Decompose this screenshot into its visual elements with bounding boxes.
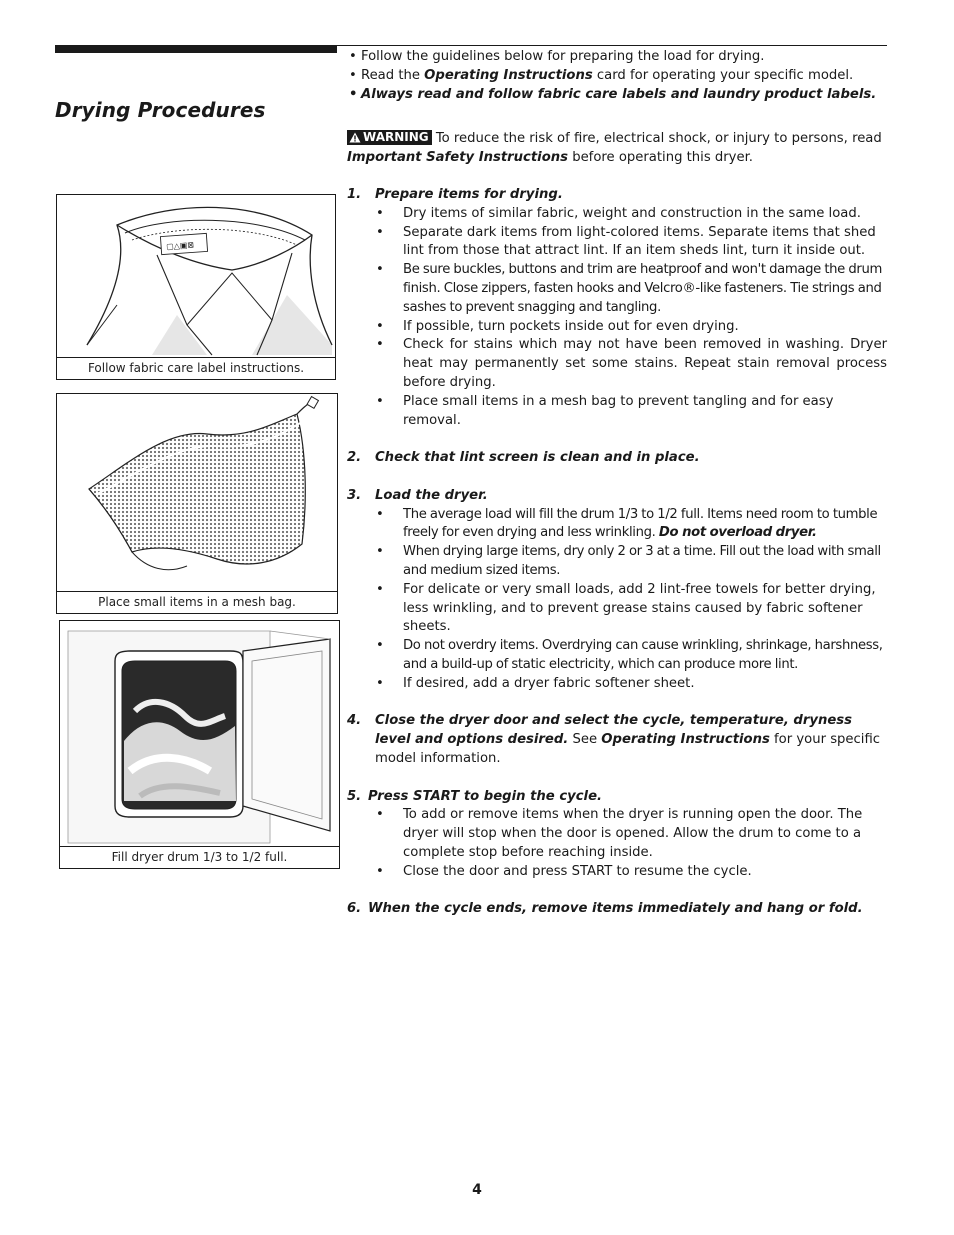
list-item: • When drying large items, dry only 2 or 3 at a time. Fill out the load with small and medium sized items. — [347, 543, 887, 581]
list-item: • Place small items in a mesh bag to prevent tangling and for easy removal. — [347, 393, 887, 431]
dryer-drum-illustration — [60, 621, 339, 846]
steps-section — [347, 186, 887, 919]
intro-section — [347, 48, 887, 104]
step-2-heading: 2. Check that lint screen is clean and in place. — [347, 450, 700, 466]
step-5-heading: 5. Press START to begin the cycle. — [347, 788, 603, 804]
step-3-heading: 3. Load the dryer. — [347, 487, 488, 503]
warning-triangle-icon — [349, 132, 361, 143]
header-bar — [55, 45, 337, 53]
step-6-heading: 6. When the cycle ends, remove items immediately and hang or fold. — [347, 901, 863, 917]
list-item: • To add or remove items when the dryer is running open the door. The dryer will stop when the door is opened. Allow the drum to come to a complete stop before reaching inside. — [347, 806, 887, 862]
list-item: • Separate dark items from light-colored items. Separate items that shed lint from those that attract lint. If an item sheds lint, turn it inside out. — [347, 224, 887, 262]
figure-dryer-drum — [59, 620, 340, 869]
page-number: 4 — [472, 1182, 482, 1198]
step-1-list — [347, 205, 887, 431]
list-item: • If possible, turn pockets inside out for even drying. — [347, 318, 887, 337]
step-5-list — [347, 806, 887, 881]
list-item: • Do not overdry items. Overdrying can cause wrinkling, shrinkage, harshness, and a build-up of static electricity, which can produce more lint. — [347, 637, 887, 675]
list-item: • Close the door and press START to resume the cycle. — [347, 863, 887, 882]
step-4-heading: 4. Close the dryer door and select the cycle, temperature, dryness level and options desired. See Operating Instructions for your specific model information. — [347, 713, 881, 766]
figure-mesh-bag — [56, 393, 338, 614]
intro-bullet: • Read the Operating Instructions card for operating your specific model. — [347, 67, 887, 86]
figure-caption: Place small items in a mesh bag. — [57, 591, 337, 613]
figure-caption: Fill dryer drum 1/3 to 1/2 full. — [60, 846, 339, 868]
list-item: • For delicate or very small loads, add 2 lint-free towels for better drying, less wrinkling, and to prevent grease stains caused by fabric softener sheets. — [347, 581, 887, 637]
intro-bullet-emphasis: • Always read and follow fabric care labels and laundry product labels. — [347, 86, 887, 105]
step-3-list — [347, 506, 887, 694]
step-1-heading: 1. Prepare items for drying. — [347, 187, 563, 202]
warning-badge: WARNING — [347, 130, 432, 145]
intro-bullet: • Follow the guidelines below for preparing the load for drying. — [347, 48, 887, 67]
list-item: • Dry items of similar fabric, weight and construction in the same load. — [347, 205, 887, 224]
list-item: • Check for stains which may not have been removed in washing. Dryer heat may permanently set some stains. Repeat stain removal process before drying. — [347, 336, 887, 392]
header-rule — [337, 45, 887, 46]
warning-notice: WARNING To reduce the risk of fire, electrical shock, or injury to persons, read Important Safety Instructions before operating this dryer. — [347, 130, 882, 165]
list-item: • If desired, add a dryer fabric softener sheet. — [347, 675, 887, 694]
figure-care-label — [56, 194, 336, 380]
page-title: Drying Procedures — [55, 98, 266, 122]
figure-caption: Follow fabric care label instructions. — [57, 357, 335, 379]
list-item: • Be sure buckles, buttons and trim are heatproof and won't damage the drum finish. Close zippers, fasten hooks and Velcro®-like fasteners. Tie strings and sashes to prevent snagging and tangling. — [347, 261, 887, 317]
shirt-collar-illustration — [57, 195, 335, 357]
mesh-bag-illustration — [57, 394, 337, 591]
svg-text:▢△▣⊠: ▢△▣⊠ — [165, 240, 195, 252]
list-item: • The average load will fill the drum 1/3 to 1/2 full. Items need room to tumble freely for even drying and less wrinkling. Do not overload dryer. — [347, 506, 887, 544]
